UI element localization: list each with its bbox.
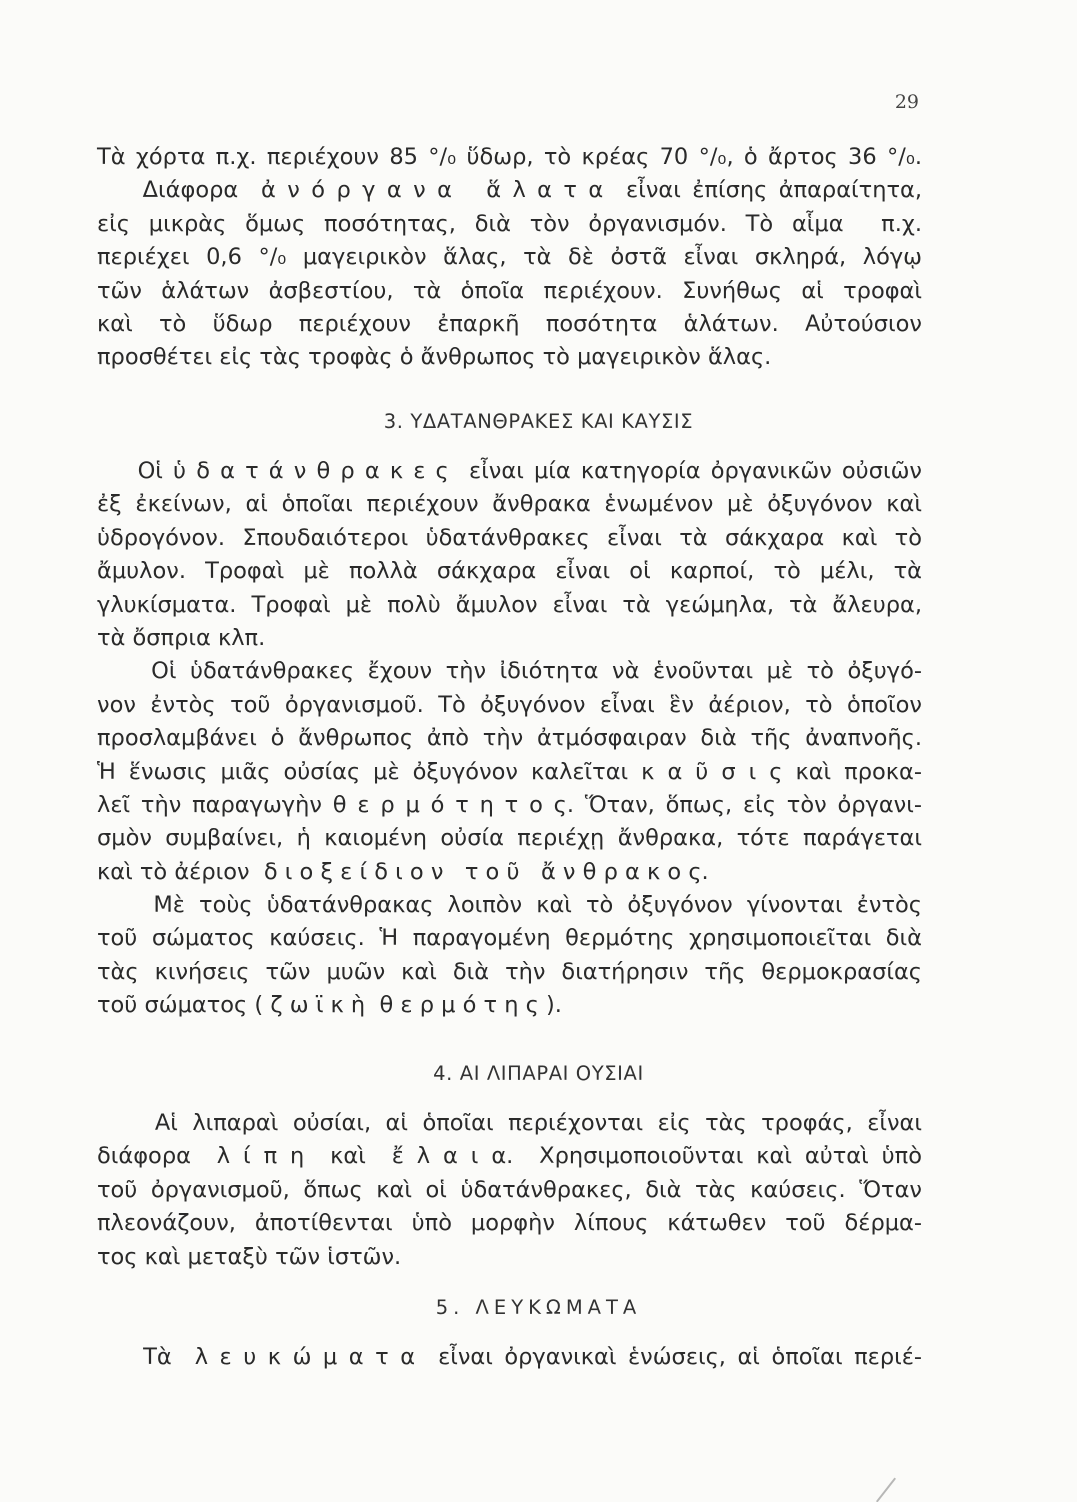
text-line: τῶν ἁλάτων ἀσβεστίου, τὰ ὁποῖα περιέχουν. Συνήθως αἱ τροφαὶ — [97, 277, 922, 304]
text-line: ὑδρογόνον. Σπουδαιότεροι ὑδατάνθρακες εἶναι τὰ σάκχαρα καὶ τὸ — [97, 524, 922, 551]
pencil-mark — [876, 1478, 896, 1502]
text-line: καὶ τὸ ἀέριον δ ι ο ξ ε ί δ ι ο ν τ ο ῦ ἄ ν θ ρ α κ ο ς. — [97, 858, 709, 885]
text-line: γλυκίσματα. Τροφαὶ μὲ πολὺ ἄμυλον εἶναι τὰ γεώμηλα, τὰ ἄλευρα, — [97, 591, 922, 618]
text-line: Οἱ ὑ δ α τ ά ν θ ρ α κ ε ς εἶναι μία κατηγορία ὀργανικῶν οὐσιῶν — [97, 458, 922, 484]
text-line: τος καὶ μεταξὺ τῶν ἱστῶν. — [97, 1243, 402, 1270]
paragraph-fats — [97, 1112, 922, 1279]
page-number: 29 — [894, 91, 919, 113]
paragraph-proteins — [97, 1346, 922, 1379]
text-line: εἰς μικρὰς ὅμως ποσότητας, διὰ τὸν ὀργανισμόν. Τὸ αἷμα π.χ. — [97, 210, 922, 237]
text-line: Ἡ ἕνωσις μιᾶς οὐσίας μὲ ὀξυγόνον καλεῖται κ α ῦ σ ι ς καὶ προκα- — [97, 758, 922, 785]
text-line: καὶ τὸ ὕδωρ περιέχουν ἐπαρκῆ ποσότητα ἁλάτων. Αὐτούσιον — [97, 310, 922, 337]
text-line: ἐξ ἐκείνων, αἱ ὁποῖαι περιέχουν ἄνθρακα ἑνωμένον μὲ ὀξυγόνον καὶ — [97, 491, 922, 518]
text-line: νον ἐντὸς τοῦ ὀργανισμοῦ. Τὸ ὀξυγόνον εἶναι ἓν ἀέριον, τὸ ὁποῖον — [97, 691, 922, 718]
text-line: τὰ ὄσπρια κλπ. — [97, 624, 266, 651]
section-heading-5: 5. ΛΕΥΚΩΜΑΤΑ — [435, 1296, 642, 1319]
text-line: τὰς κινήσεις τῶν μυῶν καὶ διὰ τὴν διατήρησιν τῆς θερμοκρασίας — [97, 958, 922, 985]
paragraph-salts — [97, 146, 922, 380]
text-line: Αἱ λιπαραὶ οὐσίαι, αἱ ὁποῖαι περιέχονται εἰς τὰς τροφάς, εἶναι — [97, 1110, 922, 1136]
text-line: τοῦ σώματος ( ζ ω ϊ κ ὴ θ ε ρ μ ό τ η ς ). — [97, 992, 562, 1019]
text-line: τοῦ σώματος καύσεις. Ἡ παραγομένη θερμότης χρησιμοποιεῖται διὰ — [97, 925, 922, 952]
text-line: διάφορα λ ί π η καὶ ἔ λ α ι α. Χρησιμοποιοῦνται καὶ αὐταὶ ὑπὸ — [97, 1143, 922, 1170]
text-line: λεῖ τὴν παραγωγὴν θ ε ρ μ ό τ η τ ο ς. Ὅταν, ὅπως, εἰς τὸν ὀργανι- — [97, 791, 922, 818]
text-line: σμὸν συμβαίνει, ἡ καιομένη οὐσία περιέχῃ ἄνθρακα, τότε παράγεται — [97, 825, 922, 852]
text-line: ἄμυλον. Τροφαὶ μὲ πολλὰ σάκχαρα εἶναι οἱ καρποί, τὸ μέλι, τὰ — [97, 558, 922, 585]
text-line: προσθέτει εἰς τὰς τροφὰς ὁ ἄνθρωπος τὸ μαγειρικὸν ἅλας. — [97, 344, 772, 371]
text-line: πλεονάζουν, ἀποτίθενται ὑπὸ μορφὴν λίπους κάτωθεν τοῦ δέρμα- — [97, 1210, 922, 1237]
text-line: τοῦ ὀργανισμοῦ, ὅπως καὶ οἱ ὑδατάνθρακες, διὰ τὰς καύσεις. Ὅταν — [97, 1176, 922, 1203]
text-line: Τὰ χόρτα π.χ. περιέχουν 85 °/₀ ὕδωρ, τὸ κρέας 70 °/₀, ὁ ἄρτος 36 °/₀. — [97, 144, 922, 170]
text-line: Μὲ τοὺς ὑδατάνθρακας λοιπὸν καὶ τὸ ὀξυγόνον γίνονται ἐντὸς — [97, 892, 922, 919]
text-line: Οἱ ὑδατάνθρακες ἔχουν τὴν ἰδιότητα νὰ ἑνοῦνται μὲ τὸ ὀξυγό- — [97, 658, 922, 685]
text-line: προσλαμβάνει ὁ ἄνθρωπος ἀπὸ τὴν ἀτμόσφαιραν διὰ τῆς ἀναπνοῆς. — [97, 725, 922, 752]
section-heading-4: 4. ΑΙ ΛΙΠΑΡΑΙ ΟΥΣΙΑΙ — [433, 1062, 644, 1085]
text-line: Διάφορα ἀ ν ό ρ γ α ν α ἅ λ α τ α εἶναι ἐπίσης ἀπαραίτητα, — [97, 177, 922, 204]
section-heading-3: 3. ΥΔΑΤΑΝΘΡΑΚΕΣ ΚΑΙ ΚΑΥΣΙΣ — [383, 410, 694, 433]
text-line: Τὰ λ ε υ κ ώ μ α τ α εἶναι ὀργανικαὶ ἑνώσεις, αἱ ὁποῖαι περιέ- — [97, 1344, 922, 1370]
text-line: περιέχει 0,6 °/₀ μαγειρικὸν ἅλας, τὰ δὲ ὀστᾶ εἶναι σκληρά, λόγῳ — [97, 244, 922, 271]
paragraph-carbohydrates — [97, 460, 922, 1028]
